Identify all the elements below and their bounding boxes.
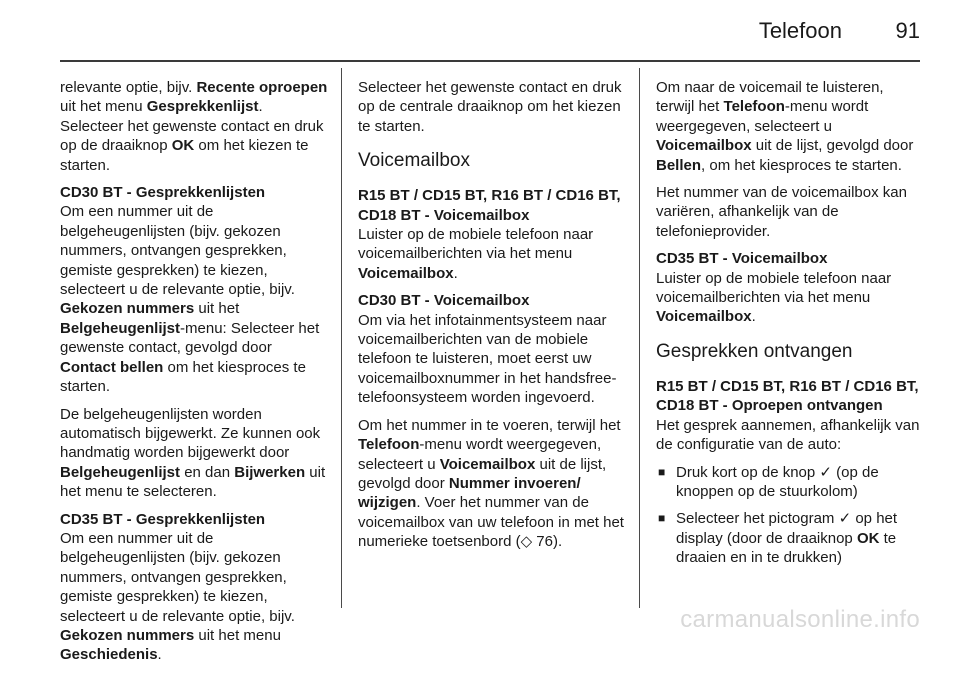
menu-term: Bijwerken <box>234 463 306 481</box>
header-rule <box>60 60 920 62</box>
paragraph: Luister op de mobiele telefoon naar voicemailberichten via het menu Voicemailbox. <box>656 269 892 326</box>
paragraph: Om een nummer uit de belgeheugenlijsten (bijv. gekozen nummers, ontvangen gesprekken, gemiste gesprekken) te kiezen, selecteert u de relevante optie, bijv. Gekozen nummers uit het menu Geschiedenis. <box>60 529 295 664</box>
subheading: CD30 BT - Voicemailbox <box>358 292 530 310</box>
subheading: R15 BT / CD15 BT, R16 BT / CD16 BT, CD18 BT - Voicemailbox <box>358 187 621 224</box>
subheading: CD35 BT - Voicemailbox <box>656 250 828 268</box>
square-bullet-icon: ■ <box>658 511 666 526</box>
section-title: Voicemailbox <box>358 150 470 172</box>
square-bullet-icon: ■ <box>658 464 666 479</box>
paragraph: Om een nummer uit de belgeheugenlijsten (bijv. gekozen nummers, ontvangen gesprekken, gemiste gesprekken) te kiezen, selecteert u de relevante optie, bijv. Gekozen nummers uit het Belgeheugenlijst-menu: Selecteer het gewenste contact, gevolgd door Contact bellen om het kiesproces te starten. <box>60 203 320 396</box>
paragraph: Selecteer het gewenste contact en druk op de centrale draaiknop om het kiezen te starten. <box>358 79 622 135</box>
menu-term: Recente oproepen <box>196 79 328 96</box>
menu-term: Voicemailbox <box>656 137 752 155</box>
list-item: ■ Selecteer het pictogram ✓ op het display (door de draaiknop OK te draaien en in te drukken) <box>658 510 898 567</box>
phone-accept-icon: ✓ <box>838 510 852 528</box>
page-header <box>0 0 960 60</box>
menu-term: Contact bellen <box>60 358 164 376</box>
menu-term: Voicemailbox <box>439 455 536 473</box>
menu-term: Telefoon <box>358 436 420 454</box>
menu-term: Voicemailbox <box>656 308 752 326</box>
menu-term: Gekozen nummers <box>60 626 195 644</box>
paragraph: Luister op de mobiele telefoon naar voicemailberichten via het menu Voicemailbox. <box>358 226 594 282</box>
paragraph: Om via het infotainmentsysteem naar voicemailberichten van de mobiele telefoon te luisteren, moet eerst uw voicemailboxnummer in het handsfree-telefoonsysteem worden ingevoerd. <box>358 311 617 407</box>
menu-term: Nummer invoeren/ wijzigen <box>358 474 581 512</box>
paragraph: Om het nummer in te voeren, terwijl het Telefoon-menu wordt weergegeven, selecteert u Voicemailbox uit de lijst, gevolgd door Nummer invoeren/ wijzigen. Voer het nummer van de voicemailbox van uw telefoon in met het numerieke toetsenbord (◇ 76). <box>358 416 624 551</box>
bullet-list <box>656 463 922 568</box>
page-number: 91 <box>895 18 920 43</box>
menu-term: Gesprekkenlijst <box>146 98 259 116</box>
column-divider-1 <box>341 68 342 608</box>
list-item: ■ Druk kort op de knop ✓ (op de knoppen op de stuurkolom) <box>658 463 879 500</box>
button-term: OK <box>171 137 195 155</box>
phone-accept-icon: ✓ <box>819 463 832 481</box>
column-1 <box>60 78 330 673</box>
menu-term: Gekozen nummers <box>60 300 195 318</box>
menu-term: Belgeheugenlijst <box>60 463 181 481</box>
page-title: Telefoon <box>758 18 842 43</box>
paragraph: Het gesprek aannemen, afhankelijk van de configuratie van de auto: <box>656 416 920 454</box>
page-reference-icon: ◇ <box>520 533 533 551</box>
menu-term: Belgeheugenlijst <box>60 319 181 337</box>
menu-term: Geschiedenis <box>60 646 158 664</box>
menu-term: Telefoon <box>723 98 785 116</box>
subheading: R15 BT / CD15 BT, R16 BT / CD16 BT, CD18 BT - Oproepen ontvangen <box>656 377 919 415</box>
menu-term: Voicemailbox <box>358 264 454 282</box>
button-term: OK <box>856 529 880 547</box>
paragraph: Om naar de voicemail te luisteren, terwijl het Telefoon-menu wordt weergegeven, selecteert u Voicemailbox uit de lijst, gevolgd door Bellen, om het kiesproces te starten. <box>656 79 914 174</box>
subheading: CD35 BT - Gesprekkenlijsten <box>60 510 266 528</box>
paragraph: De belgeheugenlijsten worden automatisch bijgewerkt. Ze kunnen ook handmatig worden bijgewerkt door Belgeheugenlijst en dan Bijwerken uit het menu te selecteren. <box>60 405 326 501</box>
subheading: CD30 BT - Gesprekkenlijsten <box>60 184 266 202</box>
column-2 <box>358 78 628 560</box>
watermark: carmanualsonline.info <box>680 606 920 633</box>
section-title: Gesprekken ontvangen <box>656 340 853 362</box>
column-divider-2 <box>639 68 640 608</box>
column-3 <box>656 78 922 576</box>
paragraph: Het nummer van de voicemailbox kan variëren, afhankelijk van de telefonieprovider. <box>656 184 907 240</box>
menu-term: Bellen <box>656 156 702 174</box>
paragraph: relevante optie, bijv. Recente oproepen uit het menu Gesprekkenlijst. Selecteer het gewenste contact en druk op de draaiknop OK om het kiezen te starten. <box>60 79 328 174</box>
